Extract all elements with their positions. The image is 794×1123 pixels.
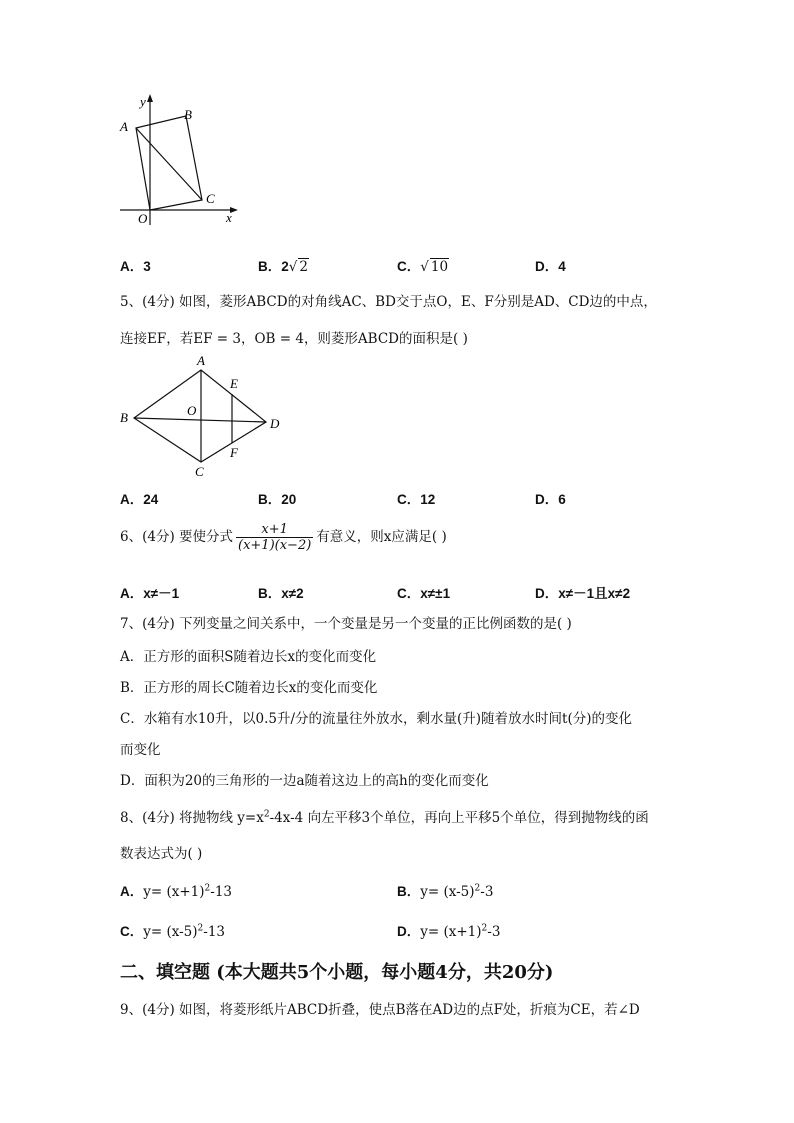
q7-option-c-line1[interactable]: C．水箱有水10升，以0.5升/分的流量往外放水，剩水量(升)随着放水时间t(分)的变化 [120,711,633,727]
q8-option-a[interactable] [120,880,232,900]
option-label: B． [397,884,421,899]
q5-option-d[interactable] [535,488,566,508]
q5-prefix: 连接EF，若 [120,331,194,347]
label-o: O [138,211,148,226]
q6-option-b[interactable] [258,582,304,602]
option-label: C． [397,492,421,507]
q8-stem-sup: 2 [263,809,270,820]
option-text: y= (x+1) [420,924,482,940]
y-axis-arrow [147,94,153,102]
option-text: 20 [281,492,297,507]
option-tail: -13 [203,924,226,940]
label-x: x [226,210,232,225]
option-label: D． [535,259,559,274]
q7-stem: 7、(4分) 下列变量之间关系中，一个变量是另一个变量的正比例函数的是( ) [120,616,572,632]
q6-fraction [236,522,313,553]
option-label: A． [120,884,144,899]
option-text: y= (x-5) [143,924,198,940]
option-text: x≠－1 [143,586,180,601]
option-tail: -3 [480,884,494,900]
label-c: C [195,464,204,479]
option-sup: 2 [204,883,211,894]
q7-option-a[interactable]: A．正方形的面积S随着边长x的变化而变化 [120,649,377,665]
q7-option-c-line2[interactable]: 而变化 [120,742,161,758]
option-text: 2 [281,259,289,274]
label-a: A [197,353,205,368]
option-label: D． [535,492,559,507]
option-tail: -3 [487,924,501,940]
q5-figure [112,350,292,480]
q8-stem-line1 [120,806,649,826]
option-text: y= (x+1) [143,884,205,900]
q4-option-d[interactable] [535,255,566,275]
q8-option-b[interactable] [397,880,493,900]
option-text: x≠±1 [420,586,451,601]
option-label: A． [120,259,144,274]
q5-option-a[interactable] [120,488,158,508]
q4-option-b[interactable] [258,255,309,275]
q8-stem-line2: 数表达式为( ) [120,846,203,862]
q6-numerator: x+1 [236,522,313,538]
option-label: B． [258,492,282,507]
option-radicand: 10 [430,259,449,275]
diagonal-bd [134,418,266,422]
option-label: B． [258,259,282,274]
option-label: B． [258,586,282,601]
q6-option-a[interactable] [120,582,179,602]
option-text: 6 [558,492,566,507]
option-radicand: 2 [299,259,308,275]
option-label: D． [535,586,559,601]
label-f: F [230,445,238,460]
option-label: A． [120,492,144,507]
q5-stem-line2 [120,327,468,347]
q8-stem-a: 8、(4分) 将抛物线 y=x [120,810,264,826]
option-tail: -13 [210,884,233,900]
label-c: C [206,191,215,206]
sqrt-icon: √ [420,259,429,275]
option-label: C． [120,924,144,939]
q6-stem [120,522,447,553]
q5-sep: ， [240,331,255,347]
q9-stem: 9、(4分) 如图，将菱形纸片ABCD折叠，使点B落在AD边的点F处，折痕为CE，若∠D [120,1002,640,1018]
q6-prefix: 6、(4分) 要使分式 [120,529,234,545]
q8-stem-b: -4x-4 向左平移3个单位，再向上平移5个单位，得到抛物线的函 [269,810,649,826]
label-a: A [120,119,128,134]
option-text: y= (x-5) [420,884,475,900]
q5-ob: OB = 4 [254,331,304,347]
q4-option-c[interactable] [397,255,449,275]
q5-suffix: ，则菱形ABCD的面积是( ) [303,331,468,347]
option-text: x≠2 [281,586,304,601]
q6-suffix: 有意义，则x应满足( ) [316,529,447,545]
q5-option-b[interactable] [258,488,296,508]
label-d: D [270,416,280,431]
q8-option-d[interactable] [397,920,500,940]
option-sup: 2 [197,923,204,934]
option-sup: 2 [481,923,488,934]
option-label: C． [397,259,421,274]
q6-option-c[interactable] [397,582,450,602]
option-sup: 2 [474,883,481,894]
q5-stem-line1: 5、(4分) 如图，菱形ABCD的对角线AC、BD交于点O，E、F分别是AD、CD边的中点， [120,294,657,310]
q8-option-c[interactable] [120,920,225,940]
option-text: 24 [143,492,159,507]
option-text: 3 [143,259,151,274]
option-label: D． [397,924,421,939]
label-o: O [187,403,197,418]
q6-denominator: (x+1)(x−2) [238,538,312,553]
option-text: 12 [420,492,436,507]
q7-option-d[interactable]: D．面积为20的三角形的一边a随着这边上的高h的变化而变化 [120,773,489,789]
option-text: 4 [558,259,566,274]
rhombus-abcd [134,370,266,462]
sqrt-icon: √ [288,259,298,275]
q4-figure [110,90,250,230]
label-b: B [184,107,192,122]
section-heading: 二、填空题 (本大题共5个小题，每小题4分，共20分) [120,962,554,983]
q5-ef: EF = 3 [193,331,241,347]
q4-option-a[interactable] [120,255,151,275]
option-label: C． [397,586,421,601]
q7-option-b[interactable]: B．正方形的周长C随着边长x的变化而变化 [120,680,378,696]
label-e: E [230,376,238,391]
q5-option-c[interactable] [397,488,435,508]
option-label: A． [120,586,144,601]
option-text: x≠－1且x≠2 [558,586,631,601]
q6-option-d[interactable] [535,582,630,602]
label-b: B [120,410,128,425]
label-y: y [140,94,146,109]
quadrilateral-oabc [136,116,202,210]
